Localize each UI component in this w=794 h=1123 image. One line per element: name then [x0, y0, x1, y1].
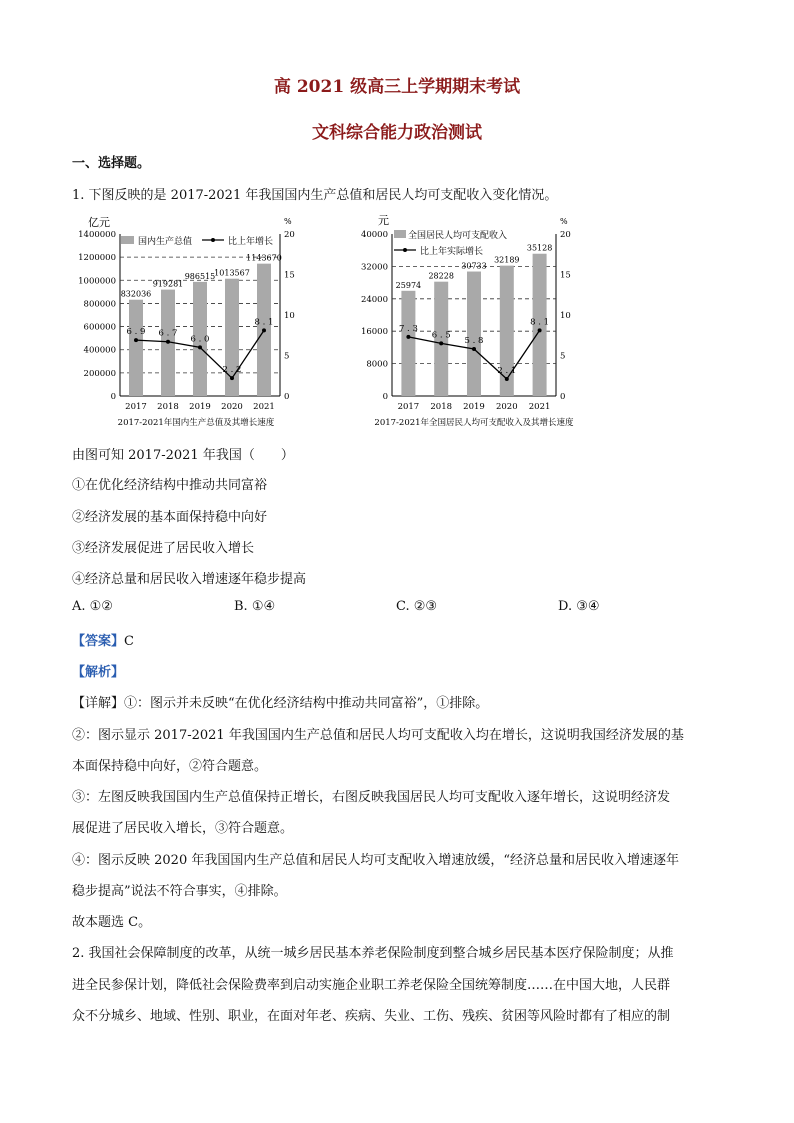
gdp-legend-line-label: 比上年增长: [228, 237, 274, 247]
income-legend-bar-swatch: [394, 230, 406, 238]
question-1-prompt-text: 由图可知 2017-2021 年我国（ ）: [72, 448, 294, 463]
gdp-growth-label: 8 . 1: [254, 317, 274, 328]
income-bar-label: 28228: [428, 271, 454, 281]
gdp-y-tick: 400000: [83, 345, 116, 356]
option-c[interactable]: C. ②③: [396, 599, 438, 614]
analysis-heading: [72, 661, 124, 680]
income-growth-point: [538, 328, 542, 332]
income-growth-label: 8 . 1: [530, 317, 550, 328]
gdp-growth-point: [166, 340, 170, 344]
gdp-growth-point: [134, 338, 138, 342]
income-y-tick: 24000: [360, 294, 388, 305]
statement-3: ③经济发展促进了居民收入增长: [72, 541, 255, 556]
exam-title: 高 2021 级高三上学期期末考试: [273, 77, 521, 97]
income-bar-label: 25974: [395, 280, 422, 290]
income-category-label: 2020: [495, 402, 518, 412]
income-growth-label: 7 . 3: [398, 323, 418, 334]
income-category-label: 2021: [528, 402, 551, 412]
gdp-y2-tick: 5: [284, 351, 290, 362]
gdp-y-tick: 0: [110, 392, 116, 402]
income-y-unit: 元: [378, 214, 389, 227]
gdp-bar-label: 919281: [152, 279, 184, 289]
gdp-growth-point: [262, 328, 266, 332]
statement-4: ④经济总量和居民收入增速逐年稳步提高: [72, 572, 307, 587]
analysis-line-4: ③：左图反映我国国内生产总值保持正增长，右图反映我国居民人均可支配收入逐年增长，这说明经济发: [72, 790, 671, 805]
income-legend-line-marker: [403, 248, 407, 252]
answer-row: [72, 630, 134, 649]
section-heading: 一、选择题。: [72, 156, 151, 171]
income-y2-tick: 0: [560, 392, 566, 402]
analysis-line-2: ②：图示显示 2017-2021 年我国国内生产总值和居民人均可支配收入均在增长，这说明我国经济发展的基: [72, 728, 684, 743]
analysis-conclusion: 故本题选 C。: [72, 915, 152, 930]
gdp-category-label: 2017: [125, 402, 147, 412]
income-y-tick: 0: [382, 392, 388, 402]
income-category-label: 2017: [397, 402, 420, 412]
gdp-legend-bar-swatch: [121, 236, 134, 244]
gdp-bar-label: 832036: [120, 289, 152, 299]
income-growth-point: [439, 341, 443, 345]
question-2-line-3: 众不分城乡、地域、性别、职业，在面对年老、疾病、失业、工伤、残疾、贫困等风险时都有了相应的制: [72, 1009, 671, 1024]
gdp-y2-tick: 15: [284, 270, 295, 281]
income-bar-label: 30733: [461, 261, 487, 271]
income-chart: [354, 208, 594, 430]
option-d[interactable]: D. ③④: [558, 599, 600, 614]
analysis-label: 【解析】: [72, 665, 125, 680]
answer-label: 【答案】: [72, 634, 125, 649]
income-growth-point: [406, 335, 410, 339]
analysis-line-7: 稳步提高”说法不符合事实，④排除。: [72, 884, 287, 899]
income-bar: [500, 266, 514, 396]
income-legend: [394, 229, 507, 257]
gdp-y-tick: 600000: [83, 322, 116, 333]
gdp-growth-point: [230, 376, 234, 380]
income-y2-tick: 10: [560, 311, 571, 321]
gdp-category-label: 2021: [253, 402, 275, 412]
gdp-category-label: 2018: [157, 402, 179, 412]
income-bar-label: 35128: [526, 243, 553, 253]
exam-subtitle: 文科综合能力政治测试: [312, 123, 482, 143]
gdp-y2-unit: %: [284, 217, 292, 226]
gdp-bar-label: 986515: [184, 271, 216, 281]
income-bar: [401, 291, 415, 396]
income-y2-unit: %: [560, 217, 568, 226]
gdp-bar-label: 1013567: [214, 268, 250, 278]
income-growth-point: [505, 377, 509, 381]
income-legend-line-label: 比上年实际增长: [420, 247, 484, 257]
statement-2: ②经济发展的基本面保持稳中向好: [72, 510, 268, 525]
income-y-tick: 16000: [360, 327, 388, 338]
income-growth-point: [472, 347, 476, 351]
option-a[interactable]: A. ①②: [72, 599, 113, 614]
gdp-legend-line-marker: [211, 238, 215, 242]
gdp-y-tick: 1400000: [78, 230, 116, 240]
gdp-legend-bar-label: 国内生产总值: [138, 237, 193, 247]
gdp-y2-tick: 20: [284, 230, 295, 240]
income-category-label: 2019: [463, 402, 485, 412]
income-bar-label: 32189: [494, 255, 520, 265]
gdp-y2-tick: 0: [284, 392, 290, 402]
gdp-y-tick: 800000: [83, 299, 116, 310]
gdp-bar-label: 1143670: [246, 253, 282, 263]
question-1-stem: 1. 下图反映的是 2017-2021 年我国国内生产总值和居民人均可支配收入变化情况。: [72, 188, 558, 203]
income-chart-caption: 2017-2021年全国居民人均可支配收入及其增长速度: [374, 418, 574, 428]
income-y-tick: 8000: [366, 359, 388, 370]
gdp-chart: [78, 208, 304, 430]
gdp-y2-tick: 10: [284, 311, 295, 321]
gdp-category-label: 2020: [221, 402, 243, 412]
income-y-tick: 40000: [360, 230, 388, 240]
gdp-y-tick: 1200000: [78, 253, 116, 264]
income-growth-label: 6 . 5: [431, 330, 451, 341]
question-2-line-1: 2. 我国社会保障制度的改革，从统一城乡居民基本养老保险制度到整合城乡居民基本医疗保险制度；从推: [72, 946, 674, 961]
analysis-line-6: ④：图示反映 2020 年我国国内生产总值和居民人均可支配收入增速放缓，“经济总量和居民收入增速逐年: [72, 853, 679, 868]
answer-value: C: [124, 634, 134, 649]
income-bar: [467, 272, 481, 396]
question-1-prompt: [72, 444, 294, 463]
income-y2-tick: 15: [560, 270, 571, 281]
gdp-growth-point: [198, 345, 202, 349]
gdp-category-label: 2019: [189, 402, 211, 412]
gdp-chart-caption: 2017-2021年国内生产总值及其增长速度: [117, 418, 275, 428]
income-y-tick: 32000: [360, 262, 388, 273]
gdp-y-unit: 亿元: [88, 216, 110, 229]
income-legend-bar-label: 全国居民人均可支配收入: [408, 231, 508, 241]
gdp-growth-label: 6 . 9: [126, 327, 146, 338]
gdp-y-tick: 1000000: [78, 276, 116, 287]
gdp-growth-label: 6 . 7: [158, 328, 178, 339]
gdp-bar: [129, 300, 143, 396]
analysis-line-1: 【详解】①：图示并未反映“在优化经济结构中推动共同富裕”，①排除。: [72, 696, 489, 711]
income-category-label: 2018: [430, 402, 453, 412]
gdp-growth-label: 2 . 2: [222, 365, 242, 376]
statement-1: ①在优化经济结构中推动共同富裕: [72, 478, 268, 493]
analysis-line-5: 展促进了居民收入增长，③符合题意。: [72, 821, 294, 836]
income-y2-tick: 5: [560, 351, 566, 362]
question-2-line-2: 进全民参保计划，降低社会保险费率到启动实施企业职工养老保险全国统筹制度……在中国大地，人民群: [72, 978, 671, 993]
option-b[interactable]: B. ①④: [234, 599, 276, 614]
income-growth-label: 5 . 8: [464, 336, 484, 347]
income-growth-label: 2 . 1: [497, 365, 517, 376]
gdp-legend: [121, 235, 273, 247]
analysis-line-3: 本面保持稳中向好，②符合题意。: [72, 759, 268, 774]
gdp-growth-label: 6 . 0: [190, 334, 210, 345]
income-y2-tick: 20: [560, 230, 571, 240]
gdp-y-tick: 200000: [83, 368, 116, 379]
